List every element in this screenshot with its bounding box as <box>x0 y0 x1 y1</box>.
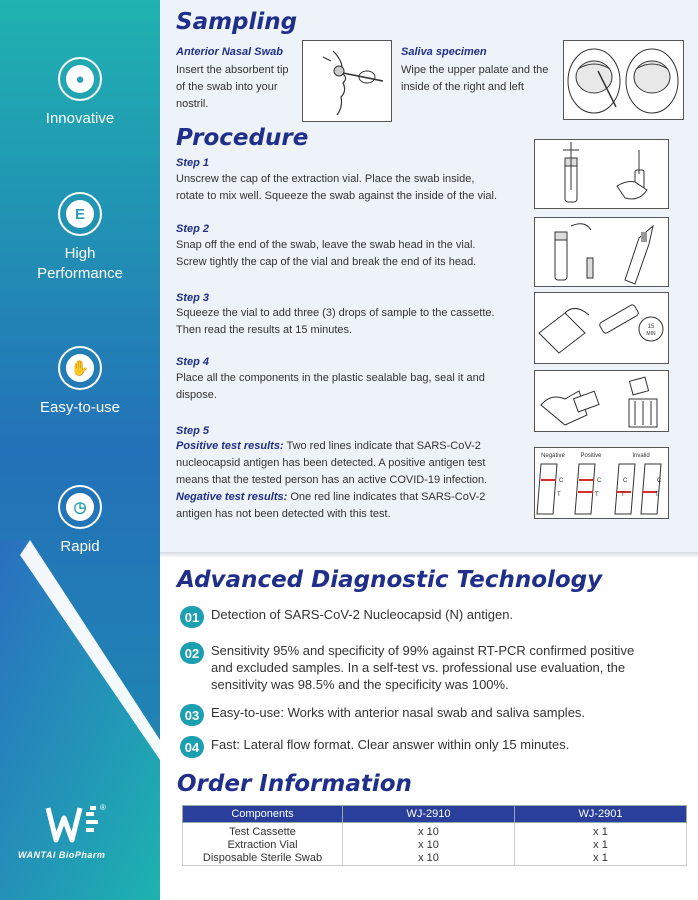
svg-text:T: T <box>595 492 599 498</box>
svg-text:T: T <box>655 492 659 498</box>
order-table <box>182 805 687 866</box>
registered-mark: ® <box>100 803 106 812</box>
step-4-illustration <box>534 370 669 432</box>
lightbulb-icon: ● <box>58 57 102 101</box>
step-2-illustration <box>534 217 669 287</box>
svg-text:T: T <box>621 492 625 498</box>
svg-text:C: C <box>597 478 602 484</box>
negative-results-label: Negative test results: <box>176 491 288 503</box>
advanced-item-03: 03 Easy-to-use: Works with anterior nasal swab and saliva samples. <box>180 704 680 726</box>
step-1-illustration <box>534 139 669 209</box>
feature-label: Performance <box>37 265 123 282</box>
saliva-text: Wipe the upper palate and the inside of the right and left <box>401 64 549 93</box>
step-2-title: Step 2 <box>176 223 210 235</box>
svg-text:C: C <box>657 478 662 484</box>
step-5-title: Step 5 <box>176 425 210 437</box>
order-title: Order Information <box>177 771 412 797</box>
feature-easy-to-use <box>0 346 160 418</box>
advanced-item-04: 04 Fast: Lateral flow format. Clear answer within only 15 minutes. <box>180 736 680 758</box>
sampling-title: Sampling <box>176 9 298 35</box>
advanced-title: Advanced Diagnostic Technology <box>177 567 603 593</box>
saliva-title: Saliva specimen <box>401 46 487 58</box>
header-wj-2910: WJ-2910 <box>343 806 515 823</box>
feature-label: Innovative <box>45 110 115 127</box>
item-number-badge: 04 <box>180 736 204 758</box>
step-3-text: Squeeze the vial to add three (3) drops of sample to the cassette. Then read the results at 15 minutes. <box>176 307 495 336</box>
step-4-text: Place all the components in the plastic sealable bag, seal it and dispose. <box>176 372 485 401</box>
nasal-swab-title: Anterior Nasal Swab <box>176 46 283 58</box>
clock-icon: ◷ <box>58 485 102 529</box>
company-logo <box>14 800 144 860</box>
timer-unit: MIN <box>646 331 656 337</box>
step-3-illustration <box>534 292 669 364</box>
table-row: Disposable Sterile Swab x 10 x 1 <box>183 852 687 866</box>
advanced-item-02: 02 Sensitivity 95% and specificity of 99% against RT-PCR confirmed positive and excluded samples. In a self-test vs. professional use evaluation, the sensitivity was 98.5% and the specificity was 100%. <box>180 642 680 693</box>
step-2-text: Snap off the end of the swab, leave the swab head in the vial. Screw tightly the cap of the vial and break the end of its head. <box>176 239 477 268</box>
feature-high-performance <box>0 192 160 284</box>
invalid-label: Invalid <box>632 453 650 459</box>
svg-text:T: T <box>557 492 561 498</box>
svg-text:C: C <box>559 478 564 484</box>
saliva-illustration <box>563 40 684 120</box>
logo-text: WANTAI BioPharm <box>18 850 106 860</box>
step-1-title: Step 1 <box>176 157 210 169</box>
nasal-swab-text: Insert the absorbent tip of the swab into your nostril. <box>176 64 289 110</box>
panel-shadow <box>160 552 698 558</box>
nasal-swab-illustration <box>302 40 392 122</box>
feature-innovative <box>0 57 160 129</box>
timer-minutes: 15 <box>647 324 655 330</box>
feature-label: Easy-to-use <box>39 399 121 416</box>
header-components: Components <box>183 806 343 823</box>
step-1-text: Unscrew the cap of the extraction vial. Place the swab inside, rotate to mix well. Squeeze the swab against the inside of the vial. <box>176 173 498 202</box>
step-3-title: Step 3 <box>176 292 210 304</box>
table-row: Test Cassette x 10 x 1 <box>183 823 687 840</box>
feature-label: Rapid <box>60 538 100 555</box>
item-number-badge: 01 <box>180 606 204 628</box>
logo-mark <box>14 800 124 845</box>
feature-label: High <box>64 245 96 262</box>
table-header-row <box>183 806 687 823</box>
item-number-badge: 02 <box>180 642 204 664</box>
step-5-text: Positive test results: Two red lines indicate that SARS-CoV-2 nucleocapsid antigen has been detected. A positive antigen test means that the tested person has an active COVID-19 infection. Negative test results: One red line indicates that SARS-CoV-2 antigen has not been detected with this test. <box>176 440 488 520</box>
sidebar-background <box>0 0 160 900</box>
header-wj-2901: WJ-2901 <box>515 806 687 823</box>
positive-results-label: Positive test results: <box>176 440 284 452</box>
e-letter-icon: E <box>58 192 102 236</box>
negative-label: Negative <box>541 453 565 459</box>
positive-label: Positive <box>580 453 602 459</box>
step-4-title: Step 4 <box>176 356 210 368</box>
svg-text:C: C <box>623 478 628 484</box>
table-row: Extraction Vial x 10 x 1 <box>183 839 687 852</box>
procedure-title: Procedure <box>176 125 309 151</box>
results-illustration <box>534 447 669 519</box>
feature-rapid <box>0 485 160 557</box>
item-number-badge: 03 <box>180 704 204 726</box>
hand-icon: ✋ <box>58 346 102 390</box>
advanced-item-01: 01 Detection of SARS-CoV-2 Nucleocapsid (N) antigen. <box>180 606 680 628</box>
